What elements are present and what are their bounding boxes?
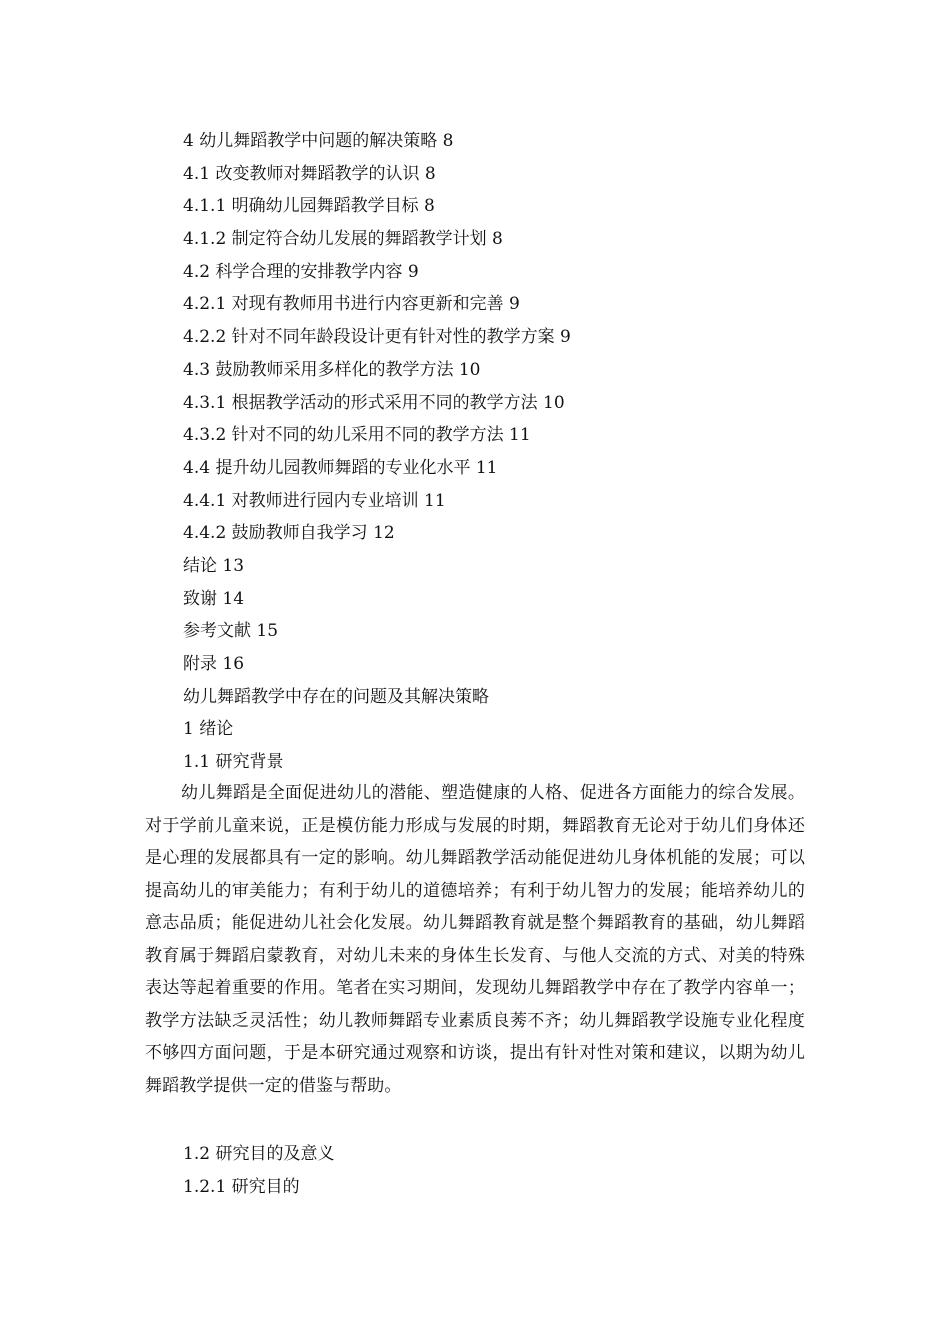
toc-entry: 附录 16 [183, 654, 245, 674]
document-title: 幼儿舞蹈教学中存在的问题及其解决策略 [183, 686, 489, 707]
subsection-heading-1-2-1: 1.2.1 研究目的 [183, 1177, 300, 1197]
toc-entry: 4.1.2 制定符合幼儿发展的舞蹈教学计划 8 [183, 229, 503, 250]
toc-entry: 4 幼儿舞蹈教学中问题的解决策略 8 [183, 131, 454, 151]
toc-entry: 致谢 14 [183, 588, 245, 609]
toc-entry: 4.1.1 明确幼儿园舞蹈教学目标 8 [183, 196, 435, 217]
toc-entry: 4.4.1 对教师进行园内专业培训 11 [183, 490, 446, 511]
toc-entry: 4.2.1 对现有教师用书进行内容更新和完善 9 [183, 294, 520, 315]
toc-entry: 4.4 提升幼儿园教师舞蹈的专业化水平 11 [183, 457, 498, 478]
toc-entry: 4.2 科学合理的安排教学内容 9 [183, 261, 419, 282]
toc-entry: 4.2.2 针对不同年龄段设计更有针对性的教学方案 9 [183, 327, 571, 348]
toc-entry: 4.3.1 根据教学活动的形式采用不同的教学方法 10 [183, 392, 565, 413]
toc-entry: 4.3.2 针对不同的幼儿采用不同的教学方法 11 [183, 425, 531, 446]
toc-entry: 4.1 改变教师对舞蹈教学的认识 8 [183, 163, 436, 184]
section-heading: 1.1 研究背景 [183, 752, 284, 773]
table-of-contents [183, 125, 823, 779]
toc-entry: 参考文献 15 [183, 621, 279, 642]
section-heading-1-2: 1.2 研究目的及意义 [183, 1144, 335, 1164]
toc-entry: 结论 13 [183, 555, 245, 576]
toc-entry: 4.3 鼓励教师采用多样化的教学方法 10 [183, 359, 481, 380]
background-paragraph: 幼儿舞蹈是全面促进幼儿的潜能、塑造健康的人格、促进各方面能力的综合发展。对于学前儿童来说，正是模仿能力形成与发展的时期，舞蹈教育无论对于幼儿们身体还是心理的发展都具有一定的影响。幼儿舞蹈教学活动能促进幼儿身体机能的发展；可以提高幼儿的审美能力；有利于幼儿的道德培养；有利于幼儿智力的发展；能培养幼儿的意志品质；能促进幼儿社会化发展。幼儿舞蹈教育就是整个舞蹈教育的基础，幼儿舞蹈教育属于舞蹈启蒙教育，对幼儿未来的身体生长发育、与他人交流的方式、对美的特殊表达等起着重要的作用。笔者在实习期间，发现幼儿舞蹈教学中存在了教学内容单一；教学方法缺乏灵活性；幼儿教师舞蹈专业素质良莠不齐；幼儿舞蹈教学设施专业化程度不够四方面问题，于是本研究通过观察和访谈，提出有针对性对策和建议，以期为幼儿舞蹈教学提供一定的借鉴与帮助。 [145, 783, 805, 1096]
body-text [145, 777, 805, 1102]
chapter-heading: 1 绪论 [183, 719, 234, 740]
toc-entry: 4.4.2 鼓励教师自我学习 12 [183, 523, 395, 544]
